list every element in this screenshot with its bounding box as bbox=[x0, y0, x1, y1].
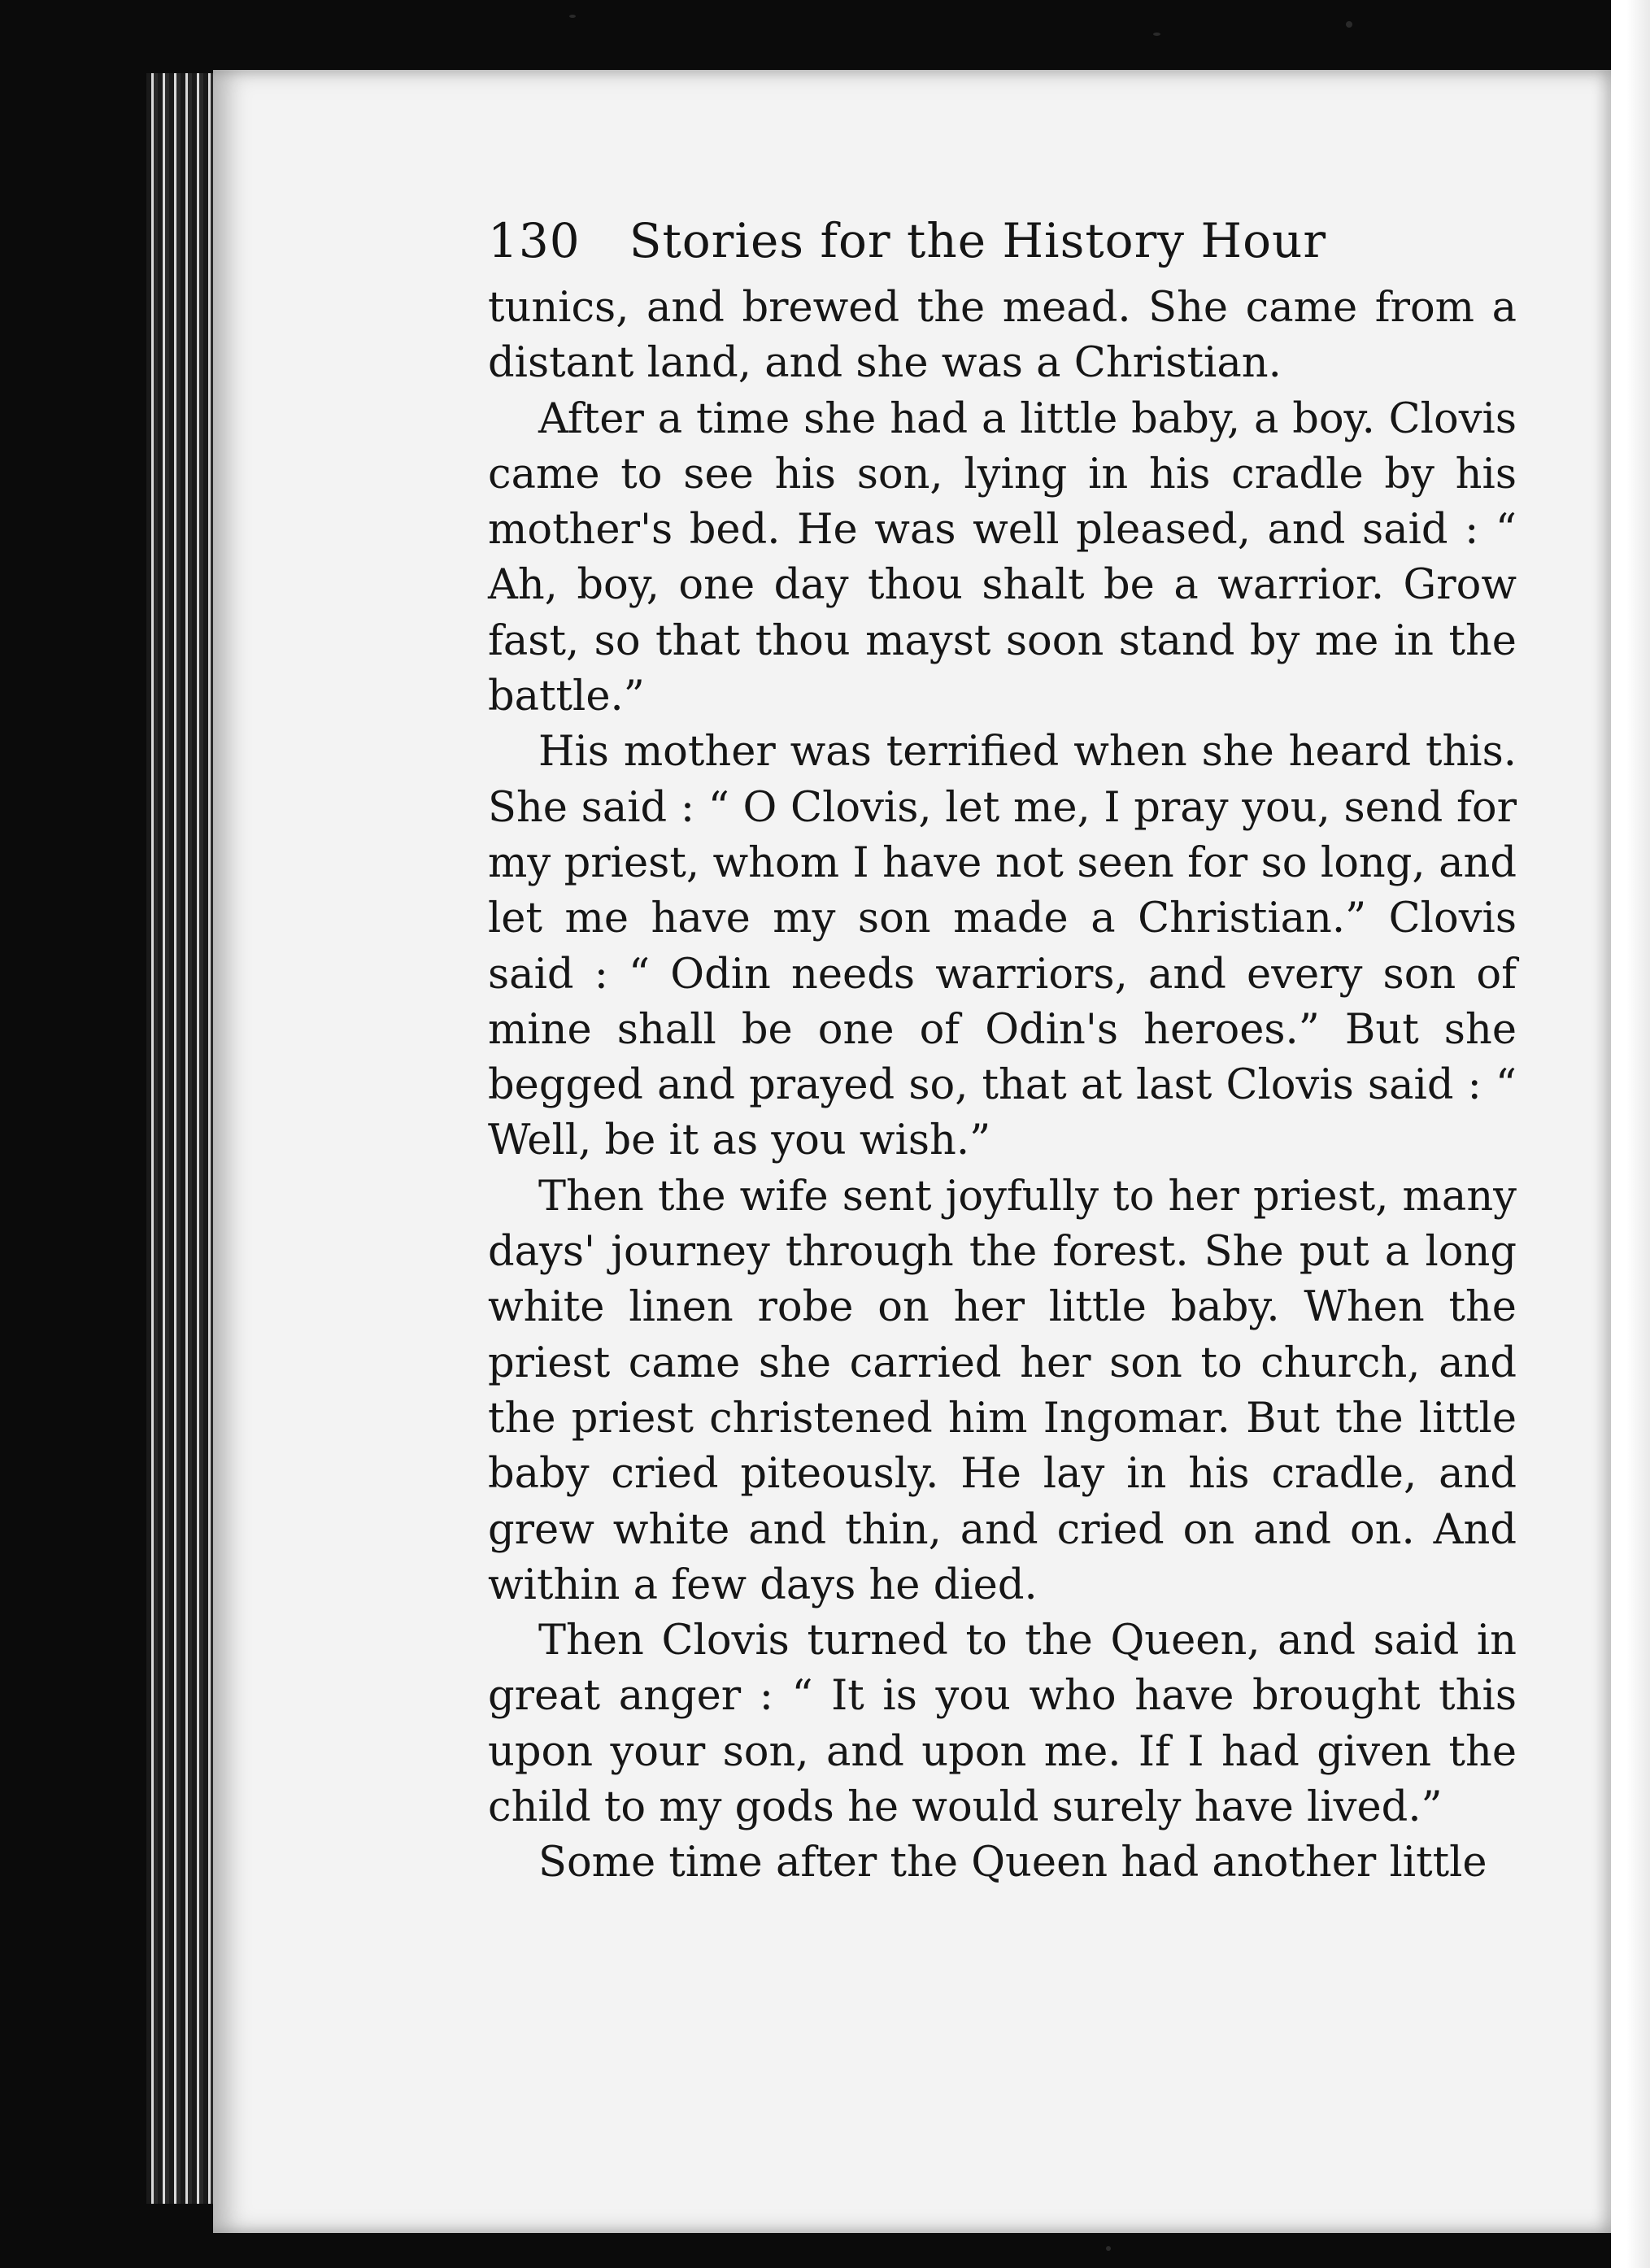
paragraph: His mother was terrified when she heard this. She said : “ O Clovis, let me, I pray you, send for my priest, whom I have not seen for so long, and let me have my son made a Christian.” Clovis said : “ Odin needs warriors, and every son of mine shall be one of Odin's heroes.” But she begged and prayed so, that at last Clovis said : “ Well, be it as you wish.” bbox=[488, 728, 1517, 1165]
page-number: 130 bbox=[488, 213, 581, 268]
scan-speck bbox=[569, 15, 576, 18]
book-page-edges bbox=[146, 73, 220, 2204]
paragraph: After a time she had a little baby, a boy. Clovis came to see his son, lying in his cradle by his mother's bed. He was well pleased, and said : “ Ah, boy, one day thou shalt be a warrior. Grow fast, so that thou mayst soon stand by me in the battle.” bbox=[488, 394, 1517, 721]
scan-speck bbox=[1153, 33, 1160, 36]
running-header bbox=[488, 213, 1578, 268]
body-text bbox=[488, 281, 1517, 1891]
paragraph: Some time after the Queen had another little bbox=[538, 1839, 1487, 1887]
paragraph: Then the wife sent joyfully to her priest, many days' journey through the forest. She put a long white linen robe on her little baby. When the priest came she carried her son to church, and the priest christened him Ingomar. But the little baby cried piteously. He lay in his cradle, and grew white and thin, and cried on and on. And within a few days he died. bbox=[488, 1172, 1517, 1609]
scan-right-margin bbox=[1611, 0, 1650, 2268]
scan-speck bbox=[1106, 2246, 1111, 2251]
paragraph: Then Clovis turned to the Queen, and said in great anger : “ It is you who have brought this upon your son, and upon me. If I had given the child to my gods he would surely have lived.” bbox=[488, 1617, 1517, 1832]
running-title: Stories for the History Hour bbox=[629, 213, 1327, 268]
scan-speck bbox=[1346, 21, 1352, 28]
paragraph: tunics, and brewed the mead. She came from a distant land, and she was a Christian. bbox=[488, 284, 1517, 388]
